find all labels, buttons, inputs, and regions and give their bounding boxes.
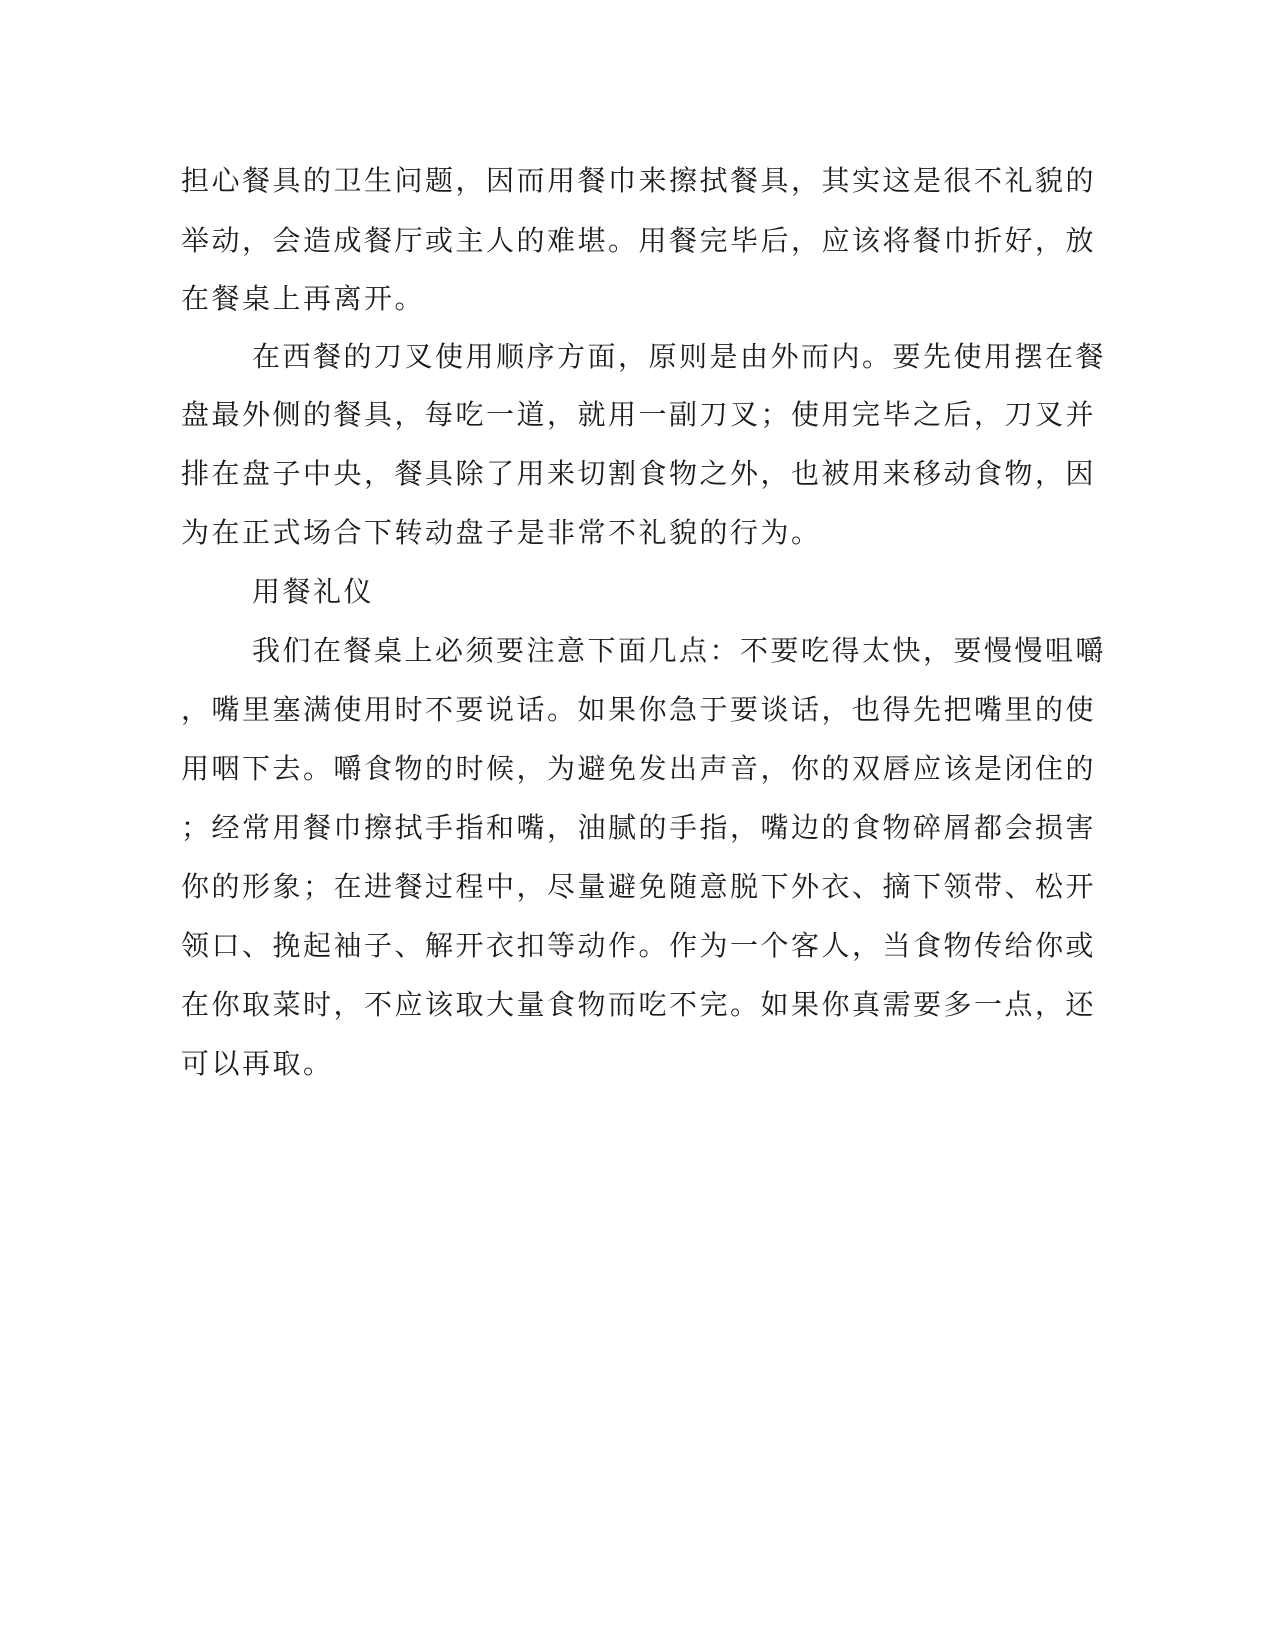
section-heading: 用餐礼仪 — [252, 575, 375, 608]
paragraph-line: 担心餐具的卫生问题，因而用餐巾来擦拭餐具，其实这是很不礼貌的 — [181, 164, 1097, 197]
paragraph-line: 排在盘子中央，餐具除了用来切割食物之外，也被用来移动食物，因 — [181, 457, 1097, 490]
paragraph-line: 领口、挽起袖子、解开衣扣等动作。作为一个客人，当食物传给你或 — [181, 929, 1097, 962]
paragraph-line: 盘最外侧的餐具，每吃一道，就用一副刀叉；使用完毕之后，刀叉并 — [181, 398, 1097, 431]
paragraph-line: 我们在餐桌上必须要注意下面几点：不要吃得太快，要慢慢咀嚼 — [252, 634, 1107, 667]
paragraph-line: 在西餐的刀叉使用顺序方面，原则是由外而内。要先使用摆在餐 — [252, 340, 1107, 373]
paragraph-line: 用咽下去。嚼食物的时候，为避免发出声音，你的双唇应该是闭住的 — [181, 752, 1097, 785]
paragraph-line: 可以再取。 — [181, 1047, 334, 1080]
paragraph-line: 举动，会造成餐厅或主人的难堪。用餐完毕后，应该将餐巾折好，放 — [181, 224, 1097, 257]
paragraph-line: ；经常用餐巾擦拭手指和嘴，油腻的手指，嘴边的食物碎屑都会损害 — [181, 811, 1097, 844]
paragraph-line: 为在正式场合下转动盘子是非常不礼貌的行为。 — [181, 516, 822, 549]
paragraph-line: ，嘴里塞满使用时不要说话。如果你急于要谈话，也得先把嘴里的使 — [181, 693, 1097, 726]
paragraph-line: 在餐桌上再离开。 — [181, 282, 426, 315]
paragraph-line: 你的形象；在进餐过程中，尽量避免随意脱下外衣、摘下领带、松开 — [181, 870, 1097, 903]
paragraph-line: 在你取菜时，不应该取大量食物而吃不完。如果你真需要多一点，还 — [181, 988, 1097, 1021]
